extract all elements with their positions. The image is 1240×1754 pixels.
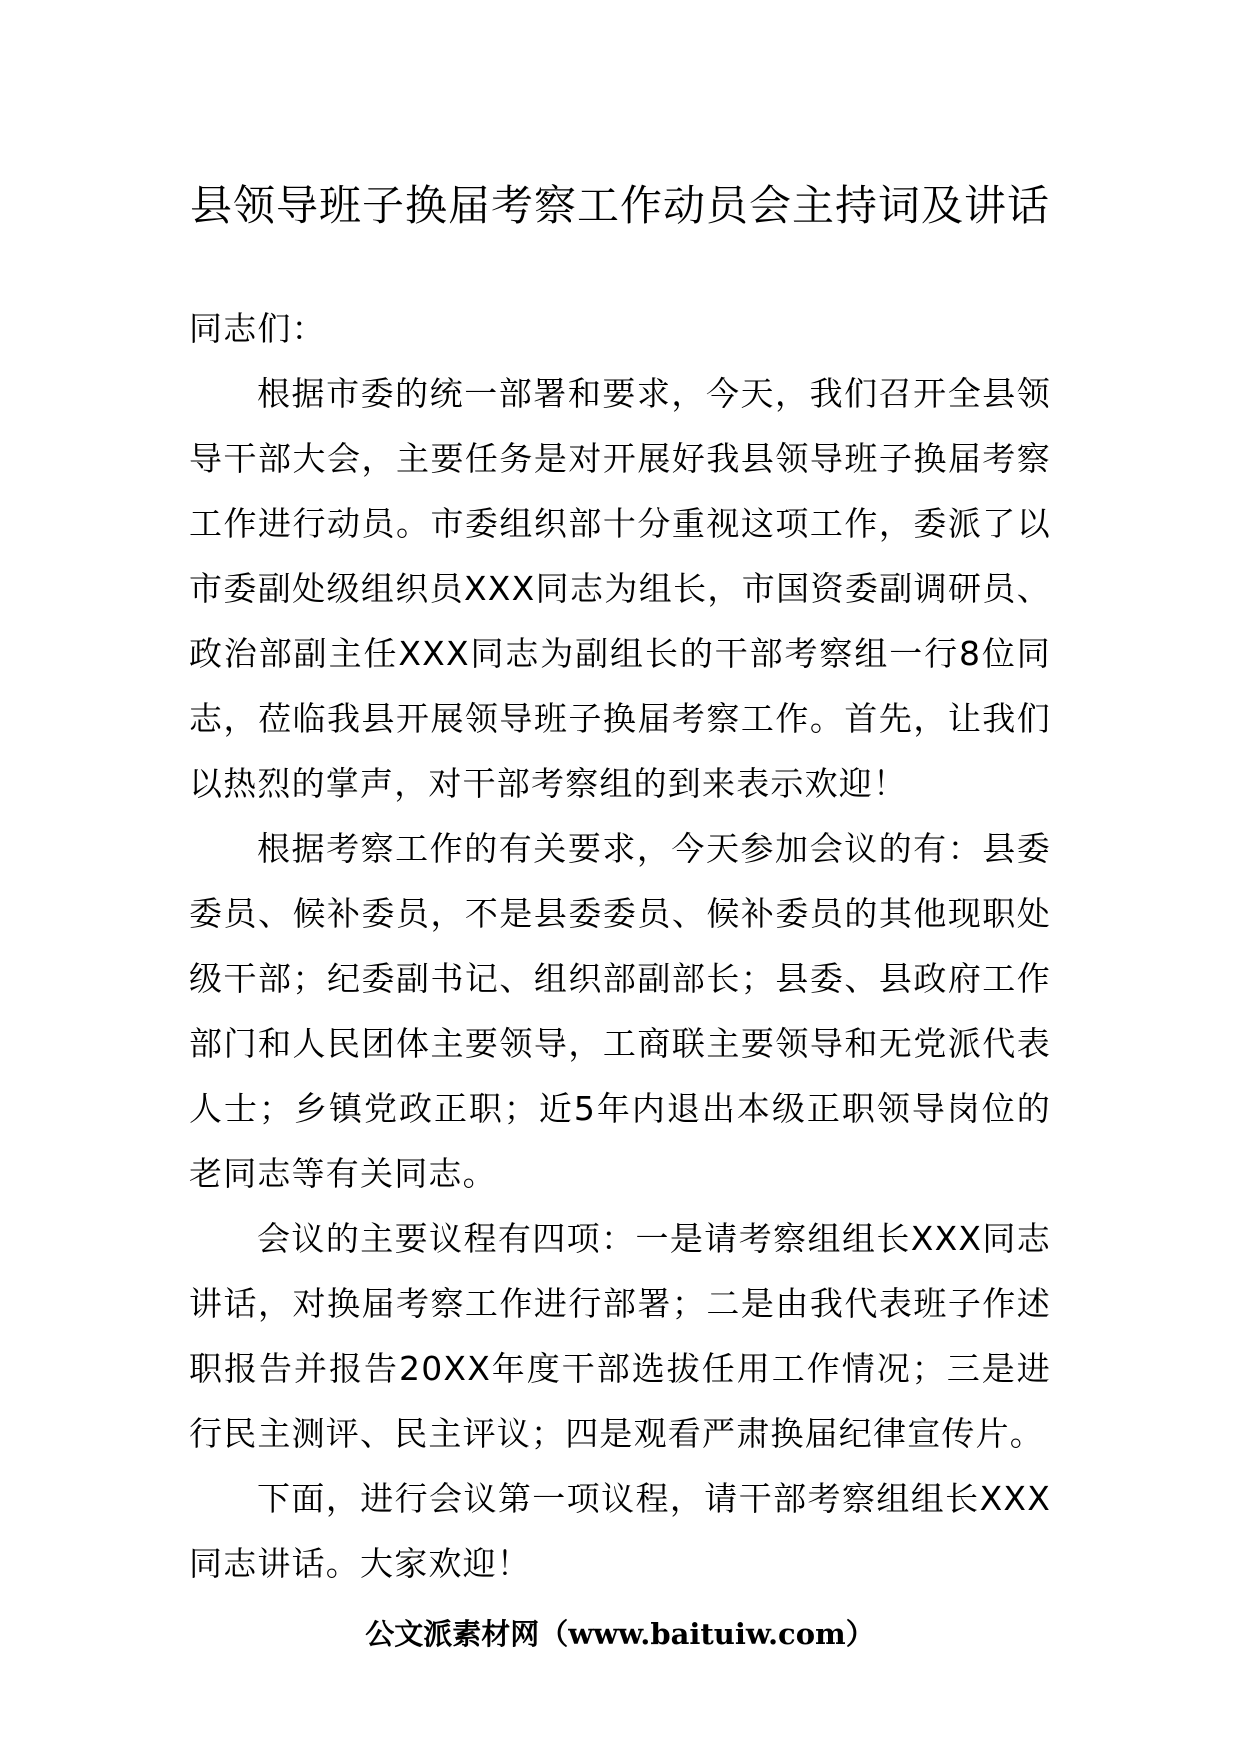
- paragraph-agenda: 会议的主要议程有四项：一是请考察组组长XXX同志讲话，对换届考察工作进行部署；二是由我代表班子作述职报告并报告20XX年度干部选拔任用工作情况；三是进行民主测评、民主评议；四是观看严肃换届纪律宣传片。: [189, 1219, 1051, 1453]
- paragraph-first-item: 下面，进行会议第一项议程，请干部考察组组长XXX同志讲话。大家欢迎！: [189, 1479, 1051, 1583]
- document-body: [189, 296, 1051, 1596]
- document-title: 县领导班子换届考察工作动员会主持词及讲话: [189, 181, 1050, 230]
- paragraph-attendees: 根据考察工作的有关要求，今天参加会议的有：县委委员、候补委员，不是县委委员、候补委员的其他现职处级干部；纪委副书记、组织部副部长；县委、县政府工作部门和人民团体主要领导，工商联主要领导和无党派代表人士；乡镇党政正职；近5年内退出本级正职领导岗位的老同志等有关同志。: [189, 829, 1051, 1193]
- paragraph-opening: 根据市委的统一部署和要求，今天，我们召开全县领导干部大会，主要任务是对开展好我县领导班子换届考察工作进行动员。市委组织部十分重视这项工作，委派了以市委副处级组织员XXX同志为组长，市国资委副调研员、政治部副主任XXX同志为副组长的干部考察组一行8位同志，莅临我县开展领导班子换届考察工作。首先，让我们以热烈的掌声，对干部考察组的到来表示欢迎！: [189, 374, 1051, 803]
- salutation: 同志们：: [189, 309, 326, 348]
- footer-watermark: 公文派素材网（www.baituiw.com）: [365, 1617, 875, 1651]
